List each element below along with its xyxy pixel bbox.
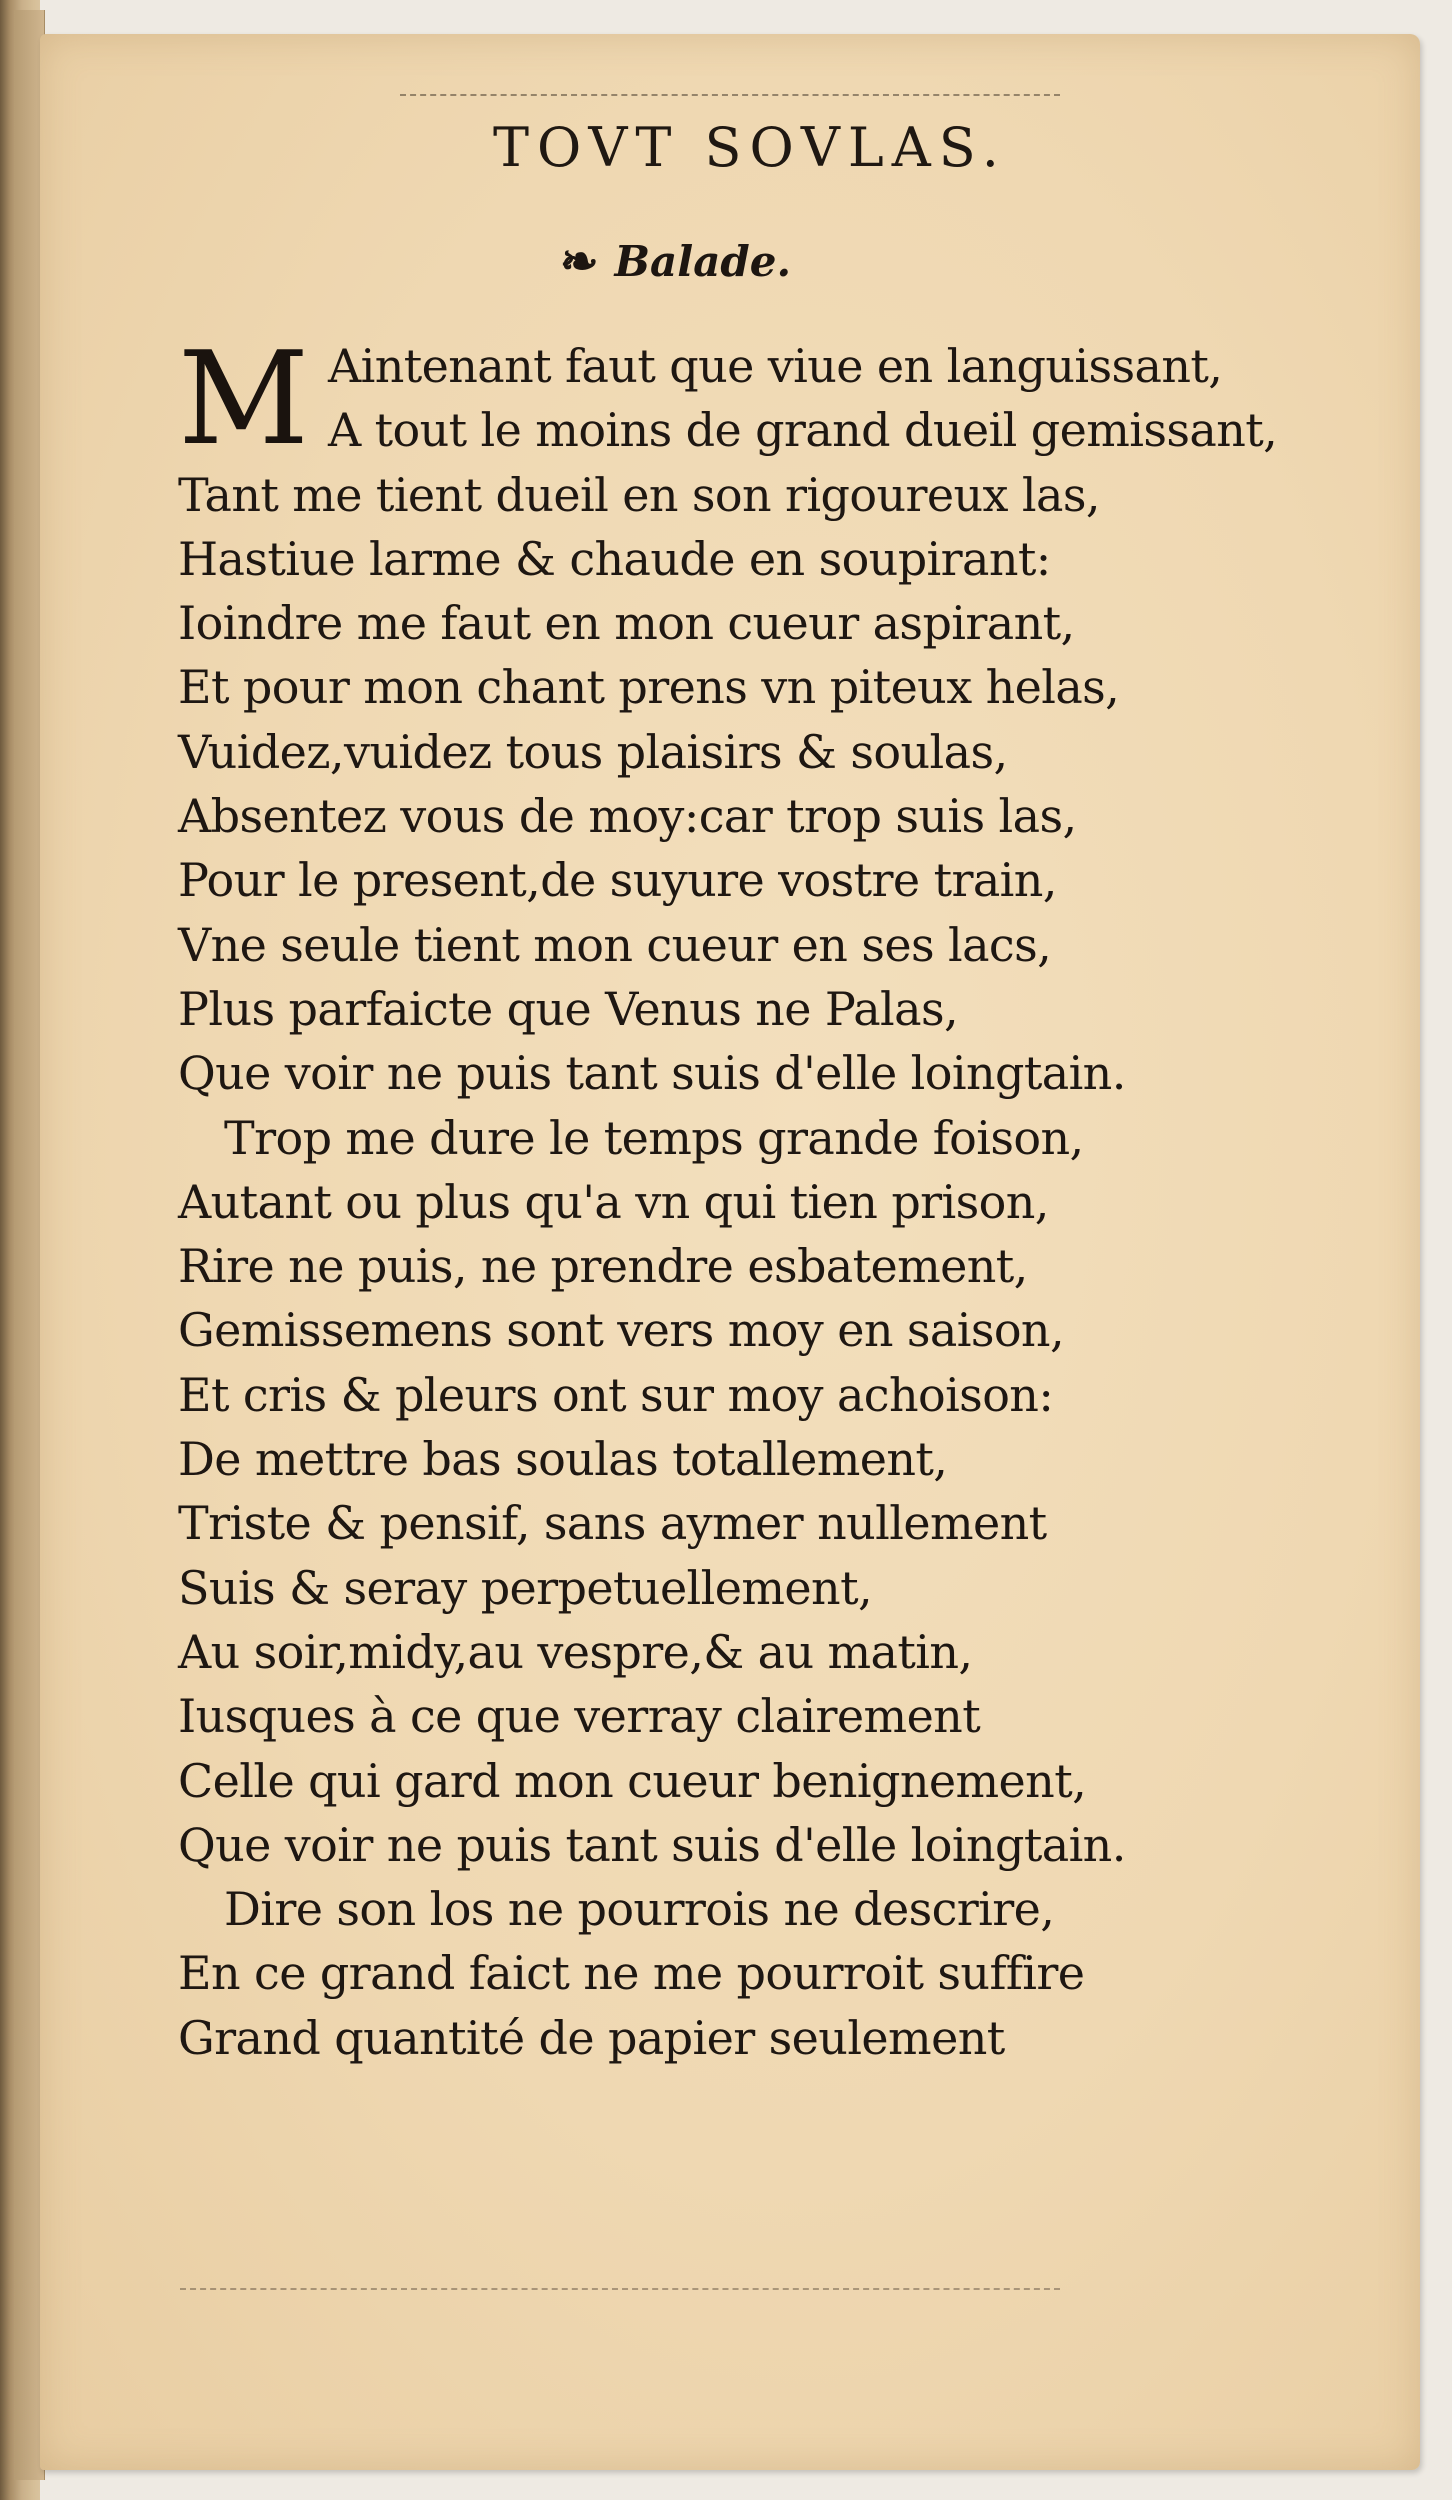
poem-line: Et cris & pleurs ont sur moy achoison: xyxy=(178,1367,1054,1422)
drop-cap: M xyxy=(178,325,310,474)
poem-line: Plus parfaicte que Venus ne Palas, xyxy=(178,981,958,1036)
poem-line: Celle qui gard mon cueur benignement, xyxy=(178,1753,1087,1808)
poem-line: Que voir ne puis tant suis d'elle loingtain. xyxy=(178,1046,1126,1101)
poem-line: Ioindre me faut en mon cueur aspirant, xyxy=(178,596,1075,651)
header-rule xyxy=(400,94,1060,98)
poem-line: Grand quantité de papier seulement xyxy=(178,2010,1005,2065)
poem-line: Iusques à ce que verray clairement xyxy=(178,1689,981,1744)
poem-line: Aintenant faut que viue en languissant, xyxy=(328,339,1223,393)
bottom-rule xyxy=(180,2288,1060,2292)
poem-line: Que voir ne puis tant suis d'elle loingtain. xyxy=(178,1817,1126,1872)
opening-lines xyxy=(178,325,1358,474)
poem-line: Dire son los ne pourrois ne descrire, xyxy=(224,1882,1055,1937)
poem-line: Trop me dure le temps grande foison, xyxy=(224,1110,1084,1165)
poem-line: Tant me tient dueil en son rigoureux las, xyxy=(178,467,1100,522)
poem-line: De mettre bas soulas totallement, xyxy=(178,1432,948,1487)
poem-line: En ce grand faict ne me pourroit suffire xyxy=(178,1946,1085,2001)
poem-line: Suis & seray perpetuellement, xyxy=(178,1560,872,1615)
poem-line: Pour le present,de suyure vostre train, xyxy=(178,853,1057,908)
section-heading xyxy=(560,234,791,288)
section-heading-text: Balade. xyxy=(614,236,792,286)
poem-line: Vne seule tient mon cueur en ses lacs, xyxy=(178,917,1052,972)
poem-line: Absentez vous de moy:car trop suis las, xyxy=(178,789,1077,844)
poem-line: Rire ne puis, ne prendre esbatement, xyxy=(178,1239,1028,1294)
poem-line: Autant ou plus qu'a vn qui tien prison, xyxy=(178,1174,1049,1229)
poem-line: A tout le moins de grand dueil gemissant, xyxy=(328,403,1278,458)
running-head: TOVT SOVLAS. xyxy=(493,116,1007,179)
book-page xyxy=(40,34,1420,2470)
poem-line: Vuidez,vuidez tous plaisirs & soulas, xyxy=(178,724,1008,779)
poem-line: Triste & pensif, sans aymer nullement xyxy=(178,1496,1047,1551)
poem-line: Gemissemens sont vers moy en saison, xyxy=(178,1303,1064,1358)
fleuron-icon: ❧ xyxy=(560,234,599,288)
poem-text xyxy=(178,325,1358,2070)
poem-line: Et pour mon chant prens vn piteux helas, xyxy=(178,660,1120,715)
poem-line: Hastiue larme & chaude en soupirant: xyxy=(178,531,1051,586)
poem-line: Au soir,midy,au vespre,& au matin, xyxy=(178,1624,973,1679)
